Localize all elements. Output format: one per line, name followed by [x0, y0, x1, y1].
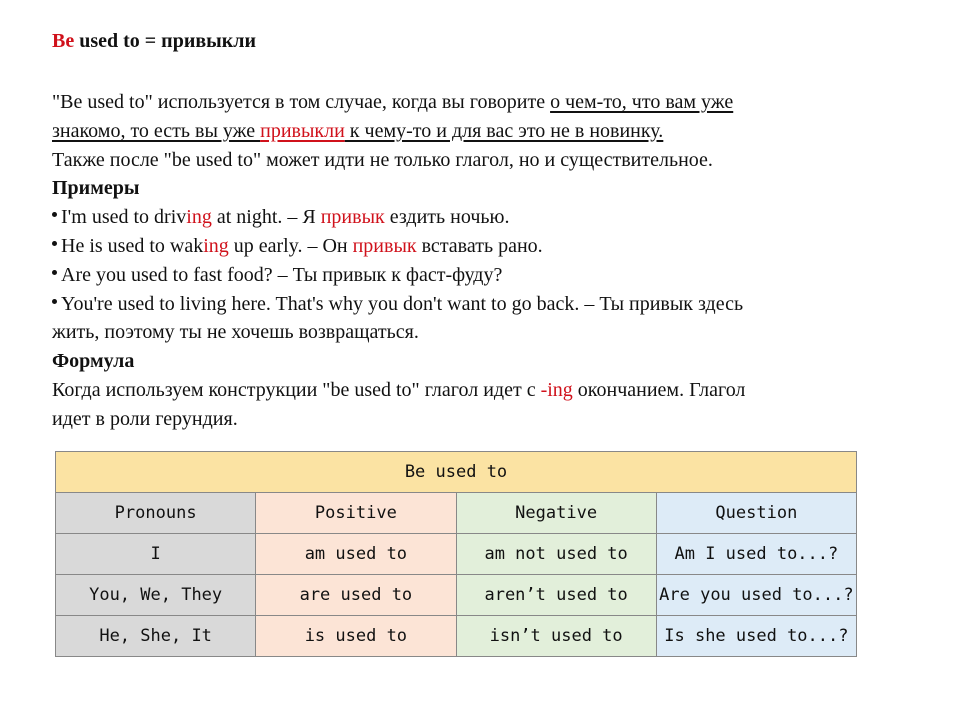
- table-cell: am used to: [256, 534, 456, 575]
- example-text: at night. – Я: [211, 206, 321, 229]
- header-negative: Negative: [456, 493, 656, 534]
- table-cell: Are you used to...?: [656, 575, 856, 616]
- table-cell: You, We, They: [56, 575, 256, 616]
- intro-highlight-word: привыкли: [260, 119, 345, 142]
- formula-text: окончанием. Глагол: [572, 378, 746, 401]
- formula-ing-suffix: -ing: [540, 378, 573, 401]
- example-text: I'm used to driv: [61, 206, 187, 229]
- title-rest: used to = привыкли: [74, 30, 257, 52]
- also-line: Также после "be used to" может идти не только глагол, но и существительное.: [52, 148, 713, 171]
- table-cell: are used to: [256, 575, 456, 616]
- example-item: [52, 232, 902, 261]
- example-item: [52, 261, 902, 290]
- formula-line-2: идет в роли герундия.: [52, 407, 238, 430]
- table-caption-row: [56, 452, 857, 493]
- table-row: [56, 534, 857, 575]
- grammar-table: [55, 451, 857, 657]
- bullet-dot-icon: [52, 299, 57, 304]
- example-ing-suffix: ing: [203, 234, 229, 257]
- example-ing-suffix: ing: [186, 206, 212, 229]
- example-text: You're used to living here. That's why you don't want to go back. – Ты привык здесь: [61, 292, 744, 315]
- table-caption: Be used to: [56, 452, 857, 493]
- formula-heading: Формула: [52, 350, 135, 373]
- header-question: Question: [656, 493, 856, 534]
- header-positive: Positive: [256, 493, 456, 534]
- example-text: ездить ночью.: [384, 206, 510, 229]
- example-text: up early. – Он: [228, 234, 353, 257]
- table-cell: Is she used to...?: [656, 616, 856, 657]
- formula-line-1: [52, 376, 902, 405]
- intro-text: "Be used to" используется в том случае, когда вы говорите: [52, 91, 551, 113]
- intro-line-2: [52, 117, 902, 146]
- bullet-dot-icon: [52, 270, 57, 275]
- example-item: [52, 203, 902, 232]
- slide-title: [52, 30, 256, 53]
- example-text: вставать рано.: [416, 234, 543, 257]
- table-row: [56, 616, 857, 657]
- example-continuation: жить, поэтому ты не хочешь возвращаться.: [52, 321, 419, 344]
- header-pronouns: Pronouns: [56, 493, 256, 534]
- table-cell: is used to: [256, 616, 456, 657]
- table-cell: I: [56, 534, 256, 575]
- table-header-row: [56, 493, 857, 534]
- example-item: [52, 290, 902, 319]
- example-highlight-word: привык: [352, 234, 417, 257]
- example-text: He is used to wak: [61, 234, 204, 257]
- intro-underlined-text: знакомо, то есть вы уже: [52, 119, 261, 142]
- example-highlight-word: привык: [320, 206, 385, 229]
- table-cell: am not used to: [456, 534, 656, 575]
- examples-heading: Примеры: [52, 177, 140, 200]
- table-cell: He, She, It: [56, 616, 256, 657]
- slide-body: [52, 88, 902, 434]
- title-be: Be: [52, 30, 75, 52]
- intro-underlined-text: к чему-то и для вас это не в новинку.: [344, 119, 664, 142]
- bullet-dot-icon: [52, 212, 57, 217]
- example-text: Are you used to fast food? – Ты привык к фаст-фуду?: [61, 263, 503, 286]
- table-cell: isn’t used to: [456, 616, 656, 657]
- formula-text: Когда используем конструкции "be used to" глагол идет с: [52, 378, 541, 401]
- table-cell: Am I used to...?: [656, 534, 856, 575]
- bullet-dot-icon: [52, 241, 57, 246]
- table-cell: aren’t used to: [456, 575, 656, 616]
- intro-line-1: [52, 88, 902, 117]
- table-row: [56, 575, 857, 616]
- intro-underlined-text: о чем-то, что вам уже: [550, 91, 734, 113]
